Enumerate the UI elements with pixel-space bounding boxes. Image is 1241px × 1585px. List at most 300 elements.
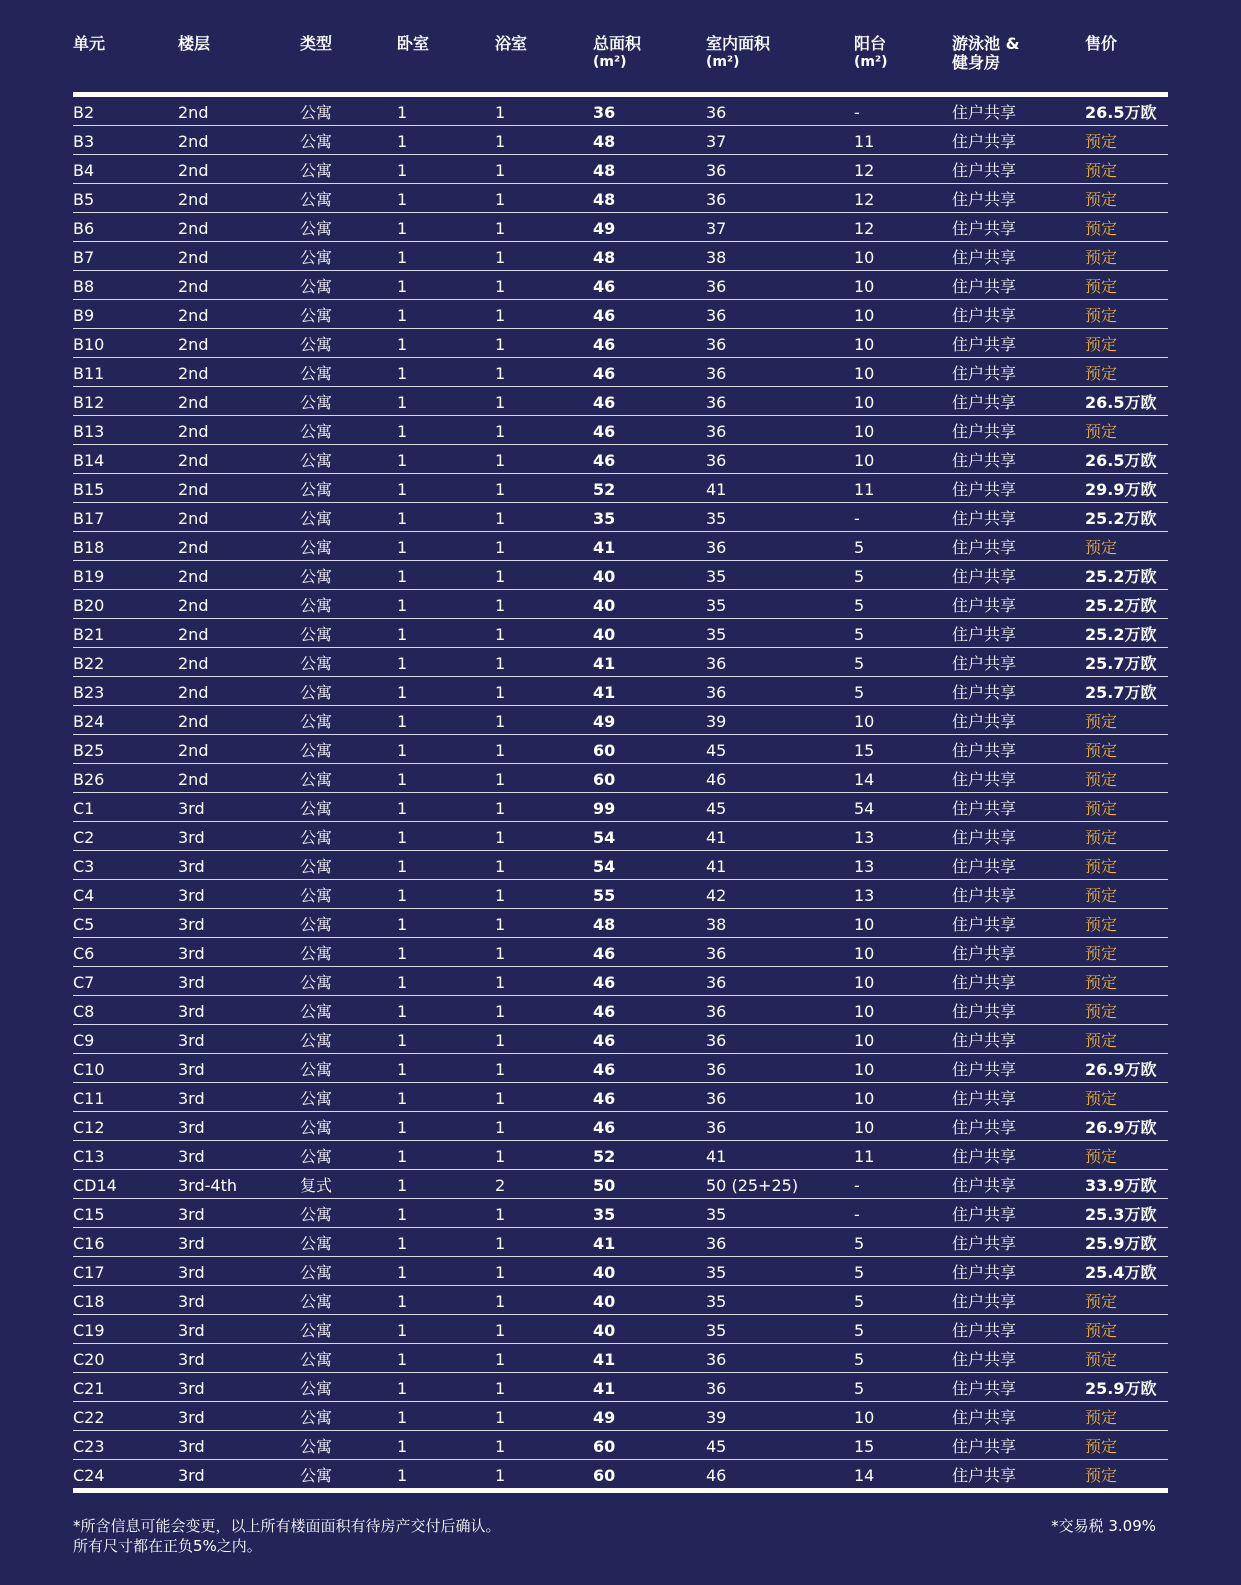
cell-balcony: 5 [854,683,865,702]
cell-indoor-area: 45 [706,1437,727,1456]
cell-balcony: 10 [854,712,875,731]
cell-balcony: 5 [854,1321,865,1340]
cell-floor: 3rd [178,944,205,963]
cell-total-area: 49 [593,712,616,731]
cell-balcony: 5 [854,1263,865,1282]
cell-balcony: 11 [854,480,875,499]
cell-price: 25.9万欧 [1085,1379,1157,1398]
cell-floor: 3rd [178,973,205,992]
cell-indoor-area: 36 [706,1350,727,1369]
cell-bathrooms: 1 [495,741,506,760]
table-row [73,648,1168,677]
cell-type: 公寓 [300,1379,333,1398]
cell-floor: 2nd [178,393,209,412]
cell-floor: 2nd [178,335,209,354]
cell-floor: 3rd [178,1031,205,1050]
cell-bathrooms: 1 [495,1089,506,1108]
cell-pool-gym: 住户共享 [952,1408,1017,1427]
table-row [73,909,1168,938]
cell-bedrooms: 1 [397,915,408,934]
cell-indoor-area: 41 [706,857,727,876]
cell-bedrooms: 1 [397,1292,408,1311]
cell-balcony: 10 [854,944,875,963]
cell-bathrooms: 1 [495,103,506,122]
cell-bathrooms: 1 [495,828,506,847]
cell-indoor-area: 36 [706,393,727,412]
cell-bathrooms: 1 [495,1118,506,1137]
table-row [73,1054,1168,1083]
cell-indoor-area: 36 [706,422,727,441]
cell-price: 25.9万欧 [1085,1234,1157,1253]
cell-pool-gym: 住户共享 [952,1263,1017,1282]
cell-floor: 2nd [178,567,209,586]
cell-price: 25.4万欧 [1085,1263,1157,1282]
table-row [73,1344,1168,1373]
table-body [73,97,1168,1489]
cell-bedrooms: 1 [397,1321,408,1340]
cell-total-area: 48 [593,161,616,180]
cell-pool-gym: 住户共享 [952,1118,1017,1137]
cell-price: 预定 [1085,335,1118,354]
cell-unit: B11 [73,364,105,383]
cell-bathrooms: 1 [495,654,506,673]
cell-balcony: 13 [854,886,875,905]
cell-total-area: 36 [593,103,616,122]
cell-indoor-area: 36 [706,1379,727,1398]
table-row [73,1257,1168,1286]
cell-type: 公寓 [300,451,333,470]
cell-floor: 3rd [178,1147,205,1166]
cell-indoor-area: 37 [706,132,727,151]
cell-pool-gym: 住户共享 [952,393,1017,412]
cell-bathrooms: 1 [495,1002,506,1021]
cell-type: 公寓 [300,1031,333,1050]
cell-bathrooms: 1 [495,451,506,470]
cell-bedrooms: 1 [397,364,408,383]
cell-unit: C1 [73,799,95,818]
cell-balcony: 13 [854,828,875,847]
cell-unit: C12 [73,1118,105,1137]
table-row [73,590,1168,619]
cell-pool-gym: 住户共享 [952,1292,1017,1311]
table-row [73,97,1168,126]
cell-indoor-area: 36 [706,335,727,354]
cell-unit: B26 [73,770,105,789]
cell-indoor-area: 36 [706,451,727,470]
cell-total-area: 48 [593,132,616,151]
cell-bedrooms: 1 [397,567,408,586]
cell-type: 公寓 [300,886,333,905]
cell-pool-gym: 住户共享 [952,451,1017,470]
cell-pool-gym: 住户共享 [952,364,1017,383]
cell-bathrooms: 1 [495,335,506,354]
table-row [73,851,1168,880]
cell-bedrooms: 1 [397,335,408,354]
cell-bathrooms: 1 [495,538,506,557]
cell-bathrooms: 1 [495,1321,506,1340]
cell-pool-gym: 住户共享 [952,132,1017,151]
cell-bedrooms: 1 [397,1147,408,1166]
cell-indoor-area: 36 [706,1089,727,1108]
cell-bedrooms: 1 [397,132,408,151]
cell-balcony: 5 [854,1379,865,1398]
cell-indoor-area: 36 [706,190,727,209]
cell-unit: B20 [73,596,105,615]
cell-type: 公寓 [300,1321,333,1340]
cell-total-area: 60 [593,1466,616,1485]
cell-total-area: 48 [593,248,616,267]
cell-balcony: 10 [854,393,875,412]
header-bathrooms: 浴室 [495,34,528,53]
table-row [73,271,1168,300]
cell-unit: B8 [73,277,95,296]
cell-bathrooms: 1 [495,567,506,586]
cell-total-area: 46 [593,973,616,992]
cell-total-area: 46 [593,1118,616,1137]
cell-price: 25.7万欧 [1085,654,1157,673]
cell-floor: 3rd [178,857,205,876]
cell-price: 预定 [1085,190,1118,209]
cell-floor: 2nd [178,190,209,209]
cell-unit: B22 [73,654,105,673]
cell-indoor-area: 36 [706,973,727,992]
cell-pool-gym: 住户共享 [952,886,1017,905]
cell-bedrooms: 1 [397,1089,408,1108]
cell-price: 预定 [1085,364,1118,383]
cell-total-area: 41 [593,1350,616,1369]
cell-bedrooms: 1 [397,1060,408,1079]
cell-unit: B18 [73,538,105,557]
cell-pool-gym: 住户共享 [952,1205,1017,1224]
cell-floor: 2nd [178,480,209,499]
cell-price: 25.7万欧 [1085,683,1157,702]
header-bedrooms: 卧室 [397,34,430,53]
cell-pool-gym: 住户共享 [952,1089,1017,1108]
cell-floor: 3rd [178,1379,205,1398]
cell-bedrooms: 1 [397,741,408,760]
cell-bedrooms: 1 [397,1002,408,1021]
cell-pool-gym: 住户共享 [952,190,1017,209]
cell-type: 公寓 [300,1234,333,1253]
cell-indoor-area: 36 [706,1031,727,1050]
table-row [73,706,1168,735]
header-unit: 单元 [73,34,106,53]
cell-bathrooms: 1 [495,1350,506,1369]
header-type: 类型 [300,34,333,53]
cell-bathrooms: 1 [495,393,506,412]
cell-unit: B25 [73,741,105,760]
cell-pool-gym: 住户共享 [952,480,1017,499]
cell-total-area: 40 [593,625,616,644]
cell-balcony: 10 [854,306,875,325]
cell-total-area: 41 [593,1234,616,1253]
cell-type: 公寓 [300,190,333,209]
cell-bathrooms: 1 [495,1060,506,1079]
cell-price: 预定 [1085,132,1118,151]
cell-indoor-area: 38 [706,248,727,267]
cell-bathrooms: 1 [495,277,506,296]
cell-pool-gym: 住户共享 [952,1437,1017,1456]
cell-total-area: 41 [593,538,616,557]
cell-unit: C19 [73,1321,105,1340]
cell-floor: 2nd [178,509,209,528]
cell-pool-gym: 住户共享 [952,103,1017,122]
table-row [73,300,1168,329]
table-row [73,1286,1168,1315]
cell-pool-gym: 住户共享 [952,770,1017,789]
cell-unit: B21 [73,625,105,644]
cell-unit: C15 [73,1205,105,1224]
cell-unit: C22 [73,1408,105,1427]
cell-price: 26.5万欧 [1085,451,1157,470]
cell-indoor-area: 35 [706,1205,727,1224]
cell-type: 公寓 [300,828,333,847]
table-row [73,474,1168,503]
disclaimer-line-2: 所有尺寸都在正负5%之内。 [73,1537,262,1555]
table-row [73,1228,1168,1257]
cell-bedrooms: 1 [397,625,408,644]
table-row [73,1373,1168,1402]
cell-pool-gym: 住户共享 [952,828,1017,847]
cell-unit: B6 [73,219,95,238]
cell-bedrooms: 1 [397,248,408,267]
cell-price: 预定 [1085,161,1118,180]
cell-type: 公寓 [300,567,333,586]
cell-type: 公寓 [300,1292,333,1311]
cell-bedrooms: 1 [397,161,408,180]
cell-total-area: 40 [593,1292,616,1311]
cell-price: 预定 [1085,770,1118,789]
cell-bedrooms: 1 [397,596,408,615]
cell-bedrooms: 1 [397,451,408,470]
header-balcony-unit: (m²) [854,54,888,70]
cell-pool-gym: 住户共享 [952,1350,1017,1369]
table-row [73,416,1168,445]
cell-type: 公寓 [300,799,333,818]
cell-balcony: 54 [854,799,875,818]
cell-unit: B2 [73,103,95,122]
cell-pool-gym: 住户共享 [952,596,1017,615]
cell-unit: B7 [73,248,95,267]
cell-indoor-area: 36 [706,1118,727,1137]
cell-total-area: 49 [593,1408,616,1427]
cell-balcony: 5 [854,538,865,557]
cell-pool-gym: 住户共享 [952,712,1017,731]
cell-bathrooms: 1 [495,1292,506,1311]
cell-bathrooms: 1 [495,509,506,528]
cell-unit: C2 [73,828,95,847]
cell-price: 预定 [1085,712,1118,731]
cell-total-area: 41 [593,683,616,702]
cell-unit: B9 [73,306,95,325]
cell-type: 公寓 [300,538,333,557]
cell-floor: 2nd [178,132,209,151]
table-row [73,967,1168,996]
header-balcony: 阳台 (m²) [854,34,888,70]
cell-pool-gym: 住户共享 [952,915,1017,934]
cell-balcony: 10 [854,1031,875,1050]
cell-bathrooms: 1 [495,1263,506,1282]
cell-bathrooms: 1 [495,190,506,209]
table-row [73,532,1168,561]
table-row [73,1141,1168,1170]
cell-type: 公寓 [300,103,333,122]
cell-floor: 3rd [178,1002,205,1021]
table-row [73,1199,1168,1228]
cell-price: 29.9万欧 [1085,480,1157,499]
cell-balcony: 11 [854,1147,875,1166]
cell-indoor-area: 41 [706,480,727,499]
cell-bathrooms: 1 [495,132,506,151]
cell-pool-gym: 住户共享 [952,799,1017,818]
header-price: 售价 [1085,34,1118,53]
table-row [73,126,1168,155]
cell-price: 预定 [1085,219,1118,238]
cell-total-area: 48 [593,190,616,209]
cell-bedrooms: 1 [397,219,408,238]
cell-balcony: 15 [854,1437,875,1456]
cell-type: 公寓 [300,1205,333,1224]
cell-total-area: 46 [593,335,616,354]
cell-pool-gym: 住户共享 [952,1379,1017,1398]
cell-bathrooms: 1 [495,712,506,731]
cell-bedrooms: 1 [397,770,408,789]
header-floor: 楼层 [178,34,211,53]
cell-floor: 3rd [178,1263,205,1282]
cell-type: 公寓 [300,219,333,238]
cell-floor: 2nd [178,422,209,441]
table-header [73,34,1168,90]
cell-indoor-area: 35 [706,1263,727,1282]
cell-total-area: 46 [593,364,616,383]
cell-type: 公寓 [300,1118,333,1137]
cell-bedrooms: 1 [397,1234,408,1253]
cell-bedrooms: 1 [397,480,408,499]
cell-indoor-area: 35 [706,1292,727,1311]
cell-pool-gym: 住户共享 [952,1060,1017,1079]
cell-total-area: 46 [593,1002,616,1021]
cell-bedrooms: 1 [397,1118,408,1137]
table-row [73,1170,1168,1199]
cell-bedrooms: 1 [397,103,408,122]
cell-type: 公寓 [300,364,333,383]
cell-pool-gym: 住户共享 [952,1002,1017,1021]
table-row [73,358,1168,387]
cell-bedrooms: 1 [397,1263,408,1282]
cell-floor: 2nd [178,741,209,760]
cell-bedrooms: 1 [397,1350,408,1369]
cell-total-area: 49 [593,219,616,238]
cell-balcony: 5 [854,567,865,586]
cell-bedrooms: 1 [397,422,408,441]
cell-balcony: 5 [854,1350,865,1369]
cell-bathrooms: 1 [495,683,506,702]
cell-type: 公寓 [300,335,333,354]
disclaimer-line-1: *所含信息可能会变更，以上所有楼面面积有待房产交付后确认。 [73,1517,501,1535]
cell-pool-gym: 住户共享 [952,1031,1017,1050]
cell-unit: C23 [73,1437,105,1456]
cell-bathrooms: 1 [495,248,506,267]
table-row [73,793,1168,822]
header-indoor-area: 室内面积 (m²) [706,34,771,70]
cell-floor: 2nd [178,161,209,180]
cell-bathrooms: 1 [495,886,506,905]
cell-bathrooms: 1 [495,770,506,789]
cell-pool-gym: 住户共享 [952,1176,1017,1195]
cell-pool-gym: 住户共享 [952,422,1017,441]
cell-type: 公寓 [300,1089,333,1108]
cell-pool-gym: 住户共享 [952,277,1017,296]
cell-floor: 2nd [178,538,209,557]
cell-bathrooms: 1 [495,915,506,934]
cell-unit: B19 [73,567,105,586]
cell-pool-gym: 住户共享 [952,857,1017,876]
cell-balcony: 10 [854,451,875,470]
cell-floor: 2nd [178,103,209,122]
cell-indoor-area: 36 [706,161,727,180]
header-pool-gym-line2: 健身房 [952,53,1001,72]
cell-type: 公寓 [300,422,333,441]
cell-indoor-area: 35 [706,625,727,644]
cell-floor: 3rd [178,1205,205,1224]
cell-floor: 3rd [178,1089,205,1108]
cell-bedrooms: 1 [397,1466,408,1485]
cell-bathrooms: 1 [495,1205,506,1224]
cell-price: 预定 [1085,828,1118,847]
cell-bedrooms: 1 [397,857,408,876]
cell-balcony: 10 [854,248,875,267]
cell-floor: 3rd [178,1408,205,1427]
cell-bathrooms: 1 [495,161,506,180]
table-row [73,561,1168,590]
cell-unit: C21 [73,1379,105,1398]
cell-type: 公寓 [300,712,333,731]
cell-type: 公寓 [300,480,333,499]
cell-balcony: 10 [854,915,875,934]
cell-bathrooms: 1 [495,306,506,325]
table-row [73,996,1168,1025]
cell-total-area: 46 [593,944,616,963]
cell-floor: 3rd [178,1060,205,1079]
cell-bedrooms: 1 [397,1205,408,1224]
cell-pool-gym: 住户共享 [952,1321,1017,1340]
cell-floor: 2nd [178,306,209,325]
cell-total-area: 46 [593,422,616,441]
cell-floor: 3rd [178,1234,205,1253]
cell-floor: 2nd [178,248,209,267]
table-row [73,242,1168,271]
cell-type: 公寓 [300,1466,333,1485]
cell-indoor-area: 36 [706,654,727,673]
cell-unit: CD14 [73,1176,117,1195]
cell-unit: B23 [73,683,105,702]
cell-price: 预定 [1085,1292,1118,1311]
cell-floor: 3rd [178,828,205,847]
cell-indoor-area: 45 [706,799,727,818]
cell-type: 公寓 [300,248,333,267]
cell-price: 预定 [1085,1089,1118,1108]
cell-total-area: 48 [593,915,616,934]
table-row [73,735,1168,764]
cell-floor: 3rd [178,1321,205,1340]
cell-unit: C11 [73,1089,105,1108]
cell-floor: 2nd [178,219,209,238]
cell-bedrooms: 1 [397,886,408,905]
cell-type: 公寓 [300,973,333,992]
cell-bedrooms: 1 [397,190,408,209]
cell-bedrooms: 1 [397,1379,408,1398]
cell-total-area: 40 [593,1263,616,1282]
